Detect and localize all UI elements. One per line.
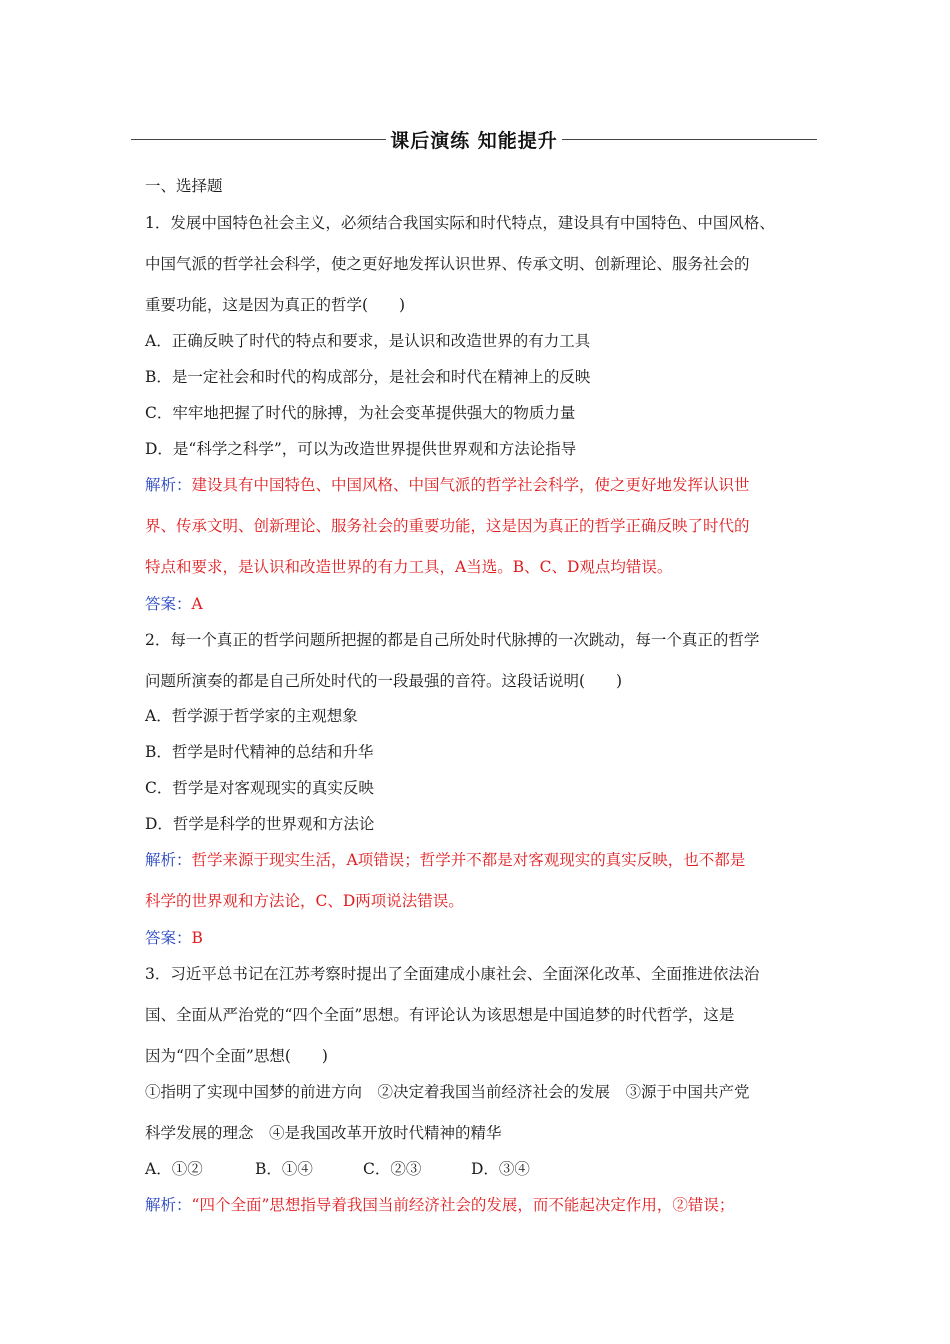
header-rule-right: [562, 139, 817, 140]
section-title: 一、选择题: [145, 177, 223, 195]
q1-stem-line: 中国气派的哲学社会科学，使之更好地发挥认识世界、传承文明、创新理论、服务社会的: [145, 255, 750, 273]
q2-option-a: A．哲学源于哲学家的主观想象: [145, 707, 358, 725]
page-title: 课后演练 知能提升: [390, 129, 558, 152]
page-header: [131, 121, 817, 157]
q1-option-c: C．牢牢地把握了时代的脉搏，为社会变革提供强大的物质力量: [145, 404, 576, 422]
q3-option-a: A．①②: [145, 1160, 203, 1178]
q3-statement-line: 科学发展的理念 ④是我国改革开放时代精神的精华: [145, 1124, 502, 1142]
q3-stem-line: 3．习近平总书记在江苏考察时提出了全面建成小康社会、全面深化改革、全面推进依法治: [145, 965, 760, 983]
q1-answer-line: [145, 594, 203, 614]
analysis-text: 哲学来源于现实生活，A项错误；哲学并不都是对客观现实的真实反映，也不都是: [191, 851, 746, 869]
q3-option-c: C．②③: [363, 1160, 422, 1178]
q2-stem-line: 问题所演奏的都是自己所处时代的一段最强的音符。这段话说明( ): [145, 672, 623, 690]
q3-statement-line: ①指明了实现中国梦的前进方向 ②决定着我国当前经济社会的发展 ③源于中国共产党: [145, 1083, 750, 1101]
header-rule-left: [131, 139, 386, 140]
analysis-label: 解析：: [145, 851, 192, 869]
q2-analysis-line: [145, 850, 745, 870]
q2-option-b: B．哲学是时代精神的总结和升华: [145, 743, 374, 761]
answer-value: B: [191, 929, 203, 947]
analysis-label: 解析：: [145, 476, 192, 494]
q3-analysis-line: [145, 1195, 734, 1215]
q1-option-d: D．是“科学之科学”，可以为改造世界提供世界观和方法论指导: [145, 440, 577, 458]
q2-analysis-line: 科学的世界观和方法论，C、D两项说法错误。: [145, 892, 464, 910]
q2-stem-line: 2．每一个真正的哲学问题所把握的都是自己所处时代脉搏的一次跳动，每一个真正的哲学: [145, 631, 760, 649]
q1-stem-line: 1．发展中国特色社会主义，必须结合我国实际和时代特点，建设具有中国特色、中国风格、: [145, 214, 775, 232]
answer-label: 答案：: [145, 595, 192, 613]
q2-option-d: D．哲学是科学的世界观和方法论: [145, 815, 375, 833]
q2-option-c: C．哲学是对客观现实的真实反映: [145, 779, 374, 797]
answer-value: A: [191, 595, 203, 613]
q1-analysis-line: 界、传承文明、创新理论、服务社会的重要功能，这是因为真正的哲学正确反映了时代的: [145, 517, 750, 535]
q1-option-a: A．正确反映了时代的特点和要求，是认识和改造世界的有力工具: [145, 332, 591, 350]
q3-options: [145, 1159, 530, 1179]
q2-answer-line: [145, 928, 203, 948]
analysis-label: 解析：: [145, 1196, 192, 1214]
analysis-text: 建设具有中国特色、中国风格、中国气派的哲学社会科学，使之更好地发挥认识世: [191, 476, 750, 494]
answer-label: 答案：: [145, 929, 192, 947]
q3-stem-line: 因为“四个全面”思想( ): [145, 1047, 328, 1065]
q3-option-b: B．①④: [255, 1160, 313, 1178]
q1-stem-line: 重要功能，这是因为真正的哲学( ): [145, 296, 406, 314]
analysis-text: “四个全面”思想指导着我国当前经济社会的发展，而不能起决定作用，②错误；: [191, 1196, 735, 1214]
q3-option-d: D．③④: [471, 1160, 530, 1178]
q3-stem-line: 国、全面从严治党的“四个全面”思想。有评论认为该思想是中国追梦的时代哲学，这是: [145, 1006, 735, 1024]
q1-analysis-line: [145, 475, 750, 495]
q1-option-b: B．是一定社会和时代的构成部分，是社会和时代在精神上的反映: [145, 368, 591, 386]
q1-analysis-line: 特点和要求，是认识和改造世界的有力工具，A当选。B、C、D观点均错误。: [145, 558, 673, 576]
